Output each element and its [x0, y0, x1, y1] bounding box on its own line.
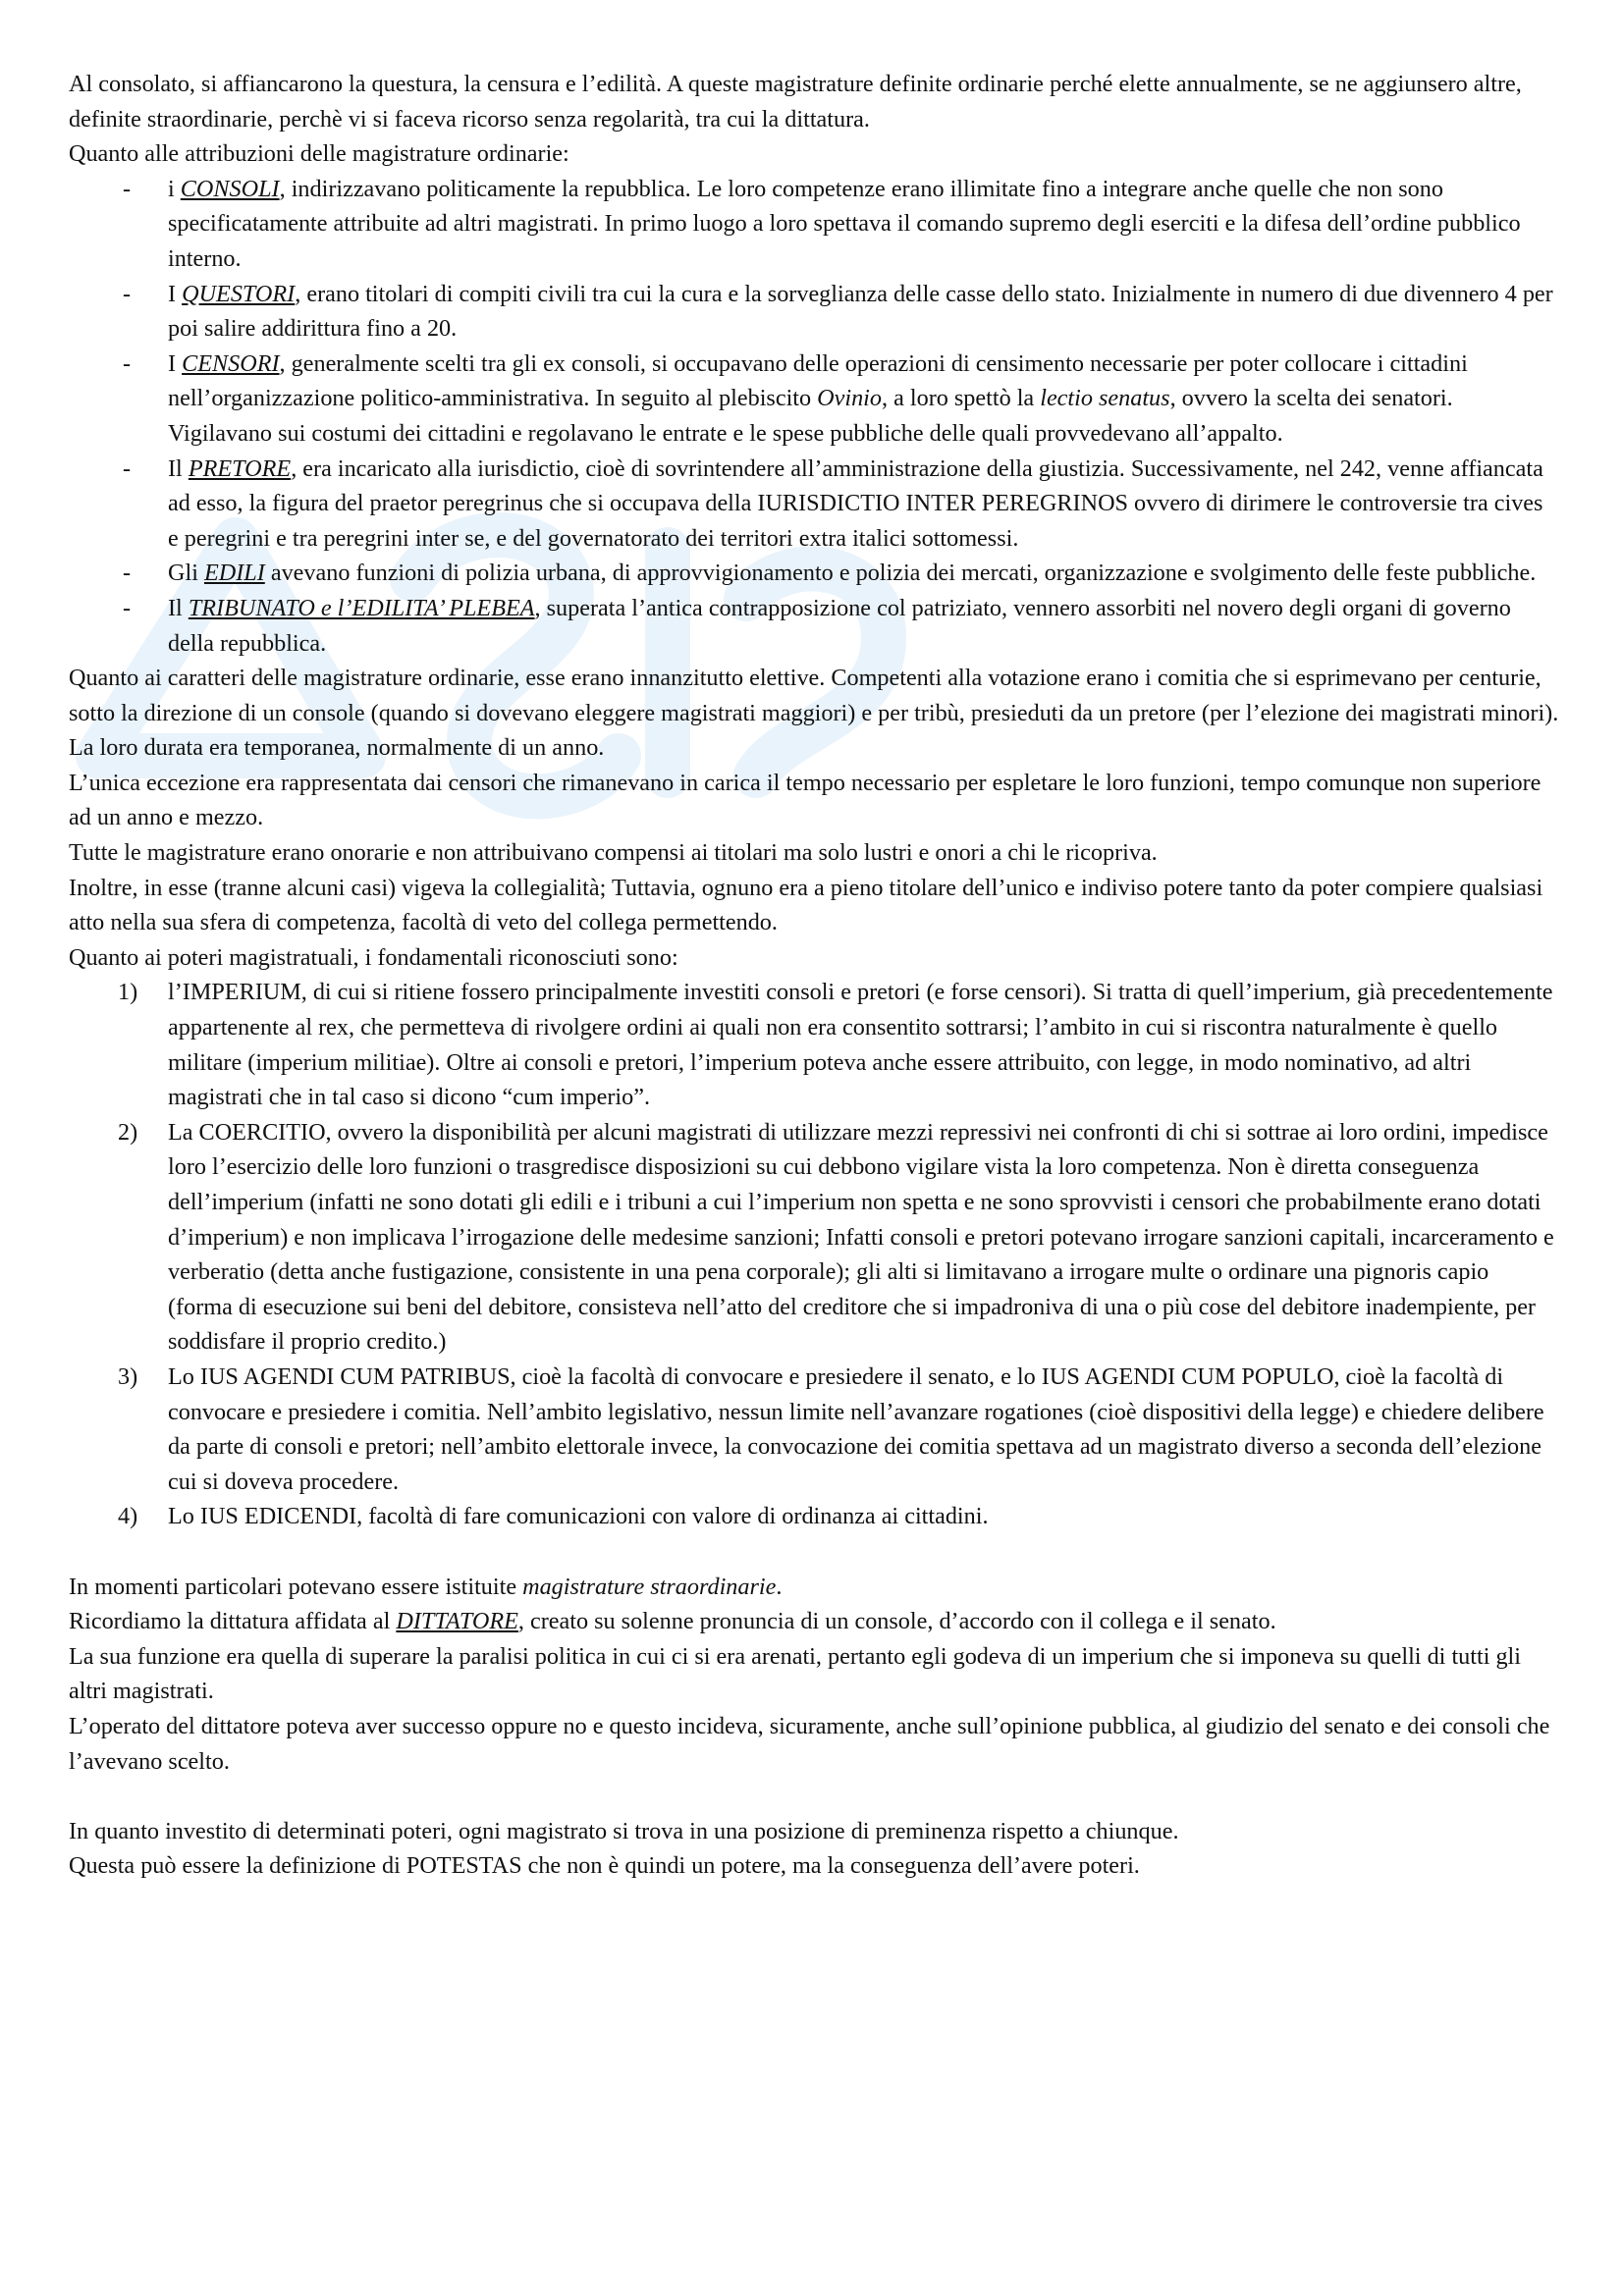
paragraph-collegialita: Inoltre, in esse (tranne alcuni casi) vigeva la collegialità; Tuttavia, ognuno era a pieno titolare dell’unico e indiviso potere tanto da poter compiere qualsiasi atto nella sua sfera di competenza, facoltà di veto del collega permettendo.	[69, 874, 1543, 936]
term-lectio-senatus: lectio senatus	[1040, 385, 1170, 412]
term-edili: EDILI	[203, 560, 265, 587]
list-item-imperium: 1) l’IMPERIUM, di cui si ritiene fossero principalmente investiti consoli e pretori (e forse censori). Si tratta di quell’imperium, già precedentemente appartenente al rex, che permetteva di rivolgere ordini ai quali non era consentito sottrarsi; l’ambito in cui si riscontra naturalmente è quello militare (imperium militiae). Oltre ai consoli e pretori, l’imperium poteva anche essere attribuito, con legge, in modo nominativo, ad altri magistrati che in tal caso si dicono “cum imperio”.	[118, 979, 1553, 1111]
list-item-censori: - I CENSORI, generalmente scelti tra gli ex consoli, si occupavano delle operazioni di censimento necessarie per poter collocare i cittadini nell’organizzazione politico-amministrativa. In seguito al plebiscito Ovinio, a loro spettò la lectio senatus, ovvero la scelta dei senatori. Vigilavano sui costumi dei cittadini e regolavano le entrate e le spese pubbliche delle quali provvedevano all’appalto.	[69, 347, 1559, 452]
term-consoli: CONSOLI	[180, 175, 280, 202]
paragraph-poteri-intro: Quanto ai poteri magistratuali, i fondamentali riconosciuti sono:	[69, 943, 678, 971]
paragraph-intro: Al consolato, si affiancarono la questura, la censura e l’edilità. A queste magistrature definite ordinarie perché elette annualmente, se ne aggiunsero altre, definite straordinarie, perchè vi si faceva ricorso senza regolarità, tra cui la dittatura.	[69, 71, 1522, 133]
magistrature-list	[69, 172, 1559, 661]
paragraph-eccezione: L’unica eccezione era rappresentata dai censori che rimanevano in carica il tempo necessario per espletare le loro funzioni, tempo comunque non superiore ad un anno e mezzo.	[69, 769, 1542, 831]
list-item-ius-agendi: 3) Lo IUS AGENDI CUM PATRIBUS, cioè la facoltà di convocare e presiedere il senato, e lo IUS AGENDI CUM POPULO, cioè la facoltà di convocare e presiedere i comitia. Nell’ambito legislativo, nessun limite nell’avanzare rogationes (cioè dispositivi della legge) e chiedere delibere da parte di consoli e pretori; nell’ambito elettorale invece, la convocazione dei comitia spettava ad un magistrato diverso a seconda dell’elezione cui si doveva procedere.	[118, 1362, 1544, 1495]
term-tribunato: TRIBUNATO e l’EDILITA’ PLEBEA	[188, 594, 535, 621]
list-item-pretore: - Il PRETORE, era incaricato alla iurisdictio, cioè di sovrintendere all’amministrazione della giustizia. Successivamente, nel 242, venne affiancata ad esso, la figura del praetor peregrinus che si occupava della IURISDICTIO INTER PEREGRINOS ovvero di dirimere le controversie tra cives e peregrini e tra peregrini inter se, e del governatorato dei territori extra italici sottomessi.	[69, 452, 1559, 557]
list-item-consoli: - i CONSOLI, indirizzavano politicamente la repubblica. Le loro competenze erano illimitate fino a integrare anche quelle che non sono specificatamente attribuite ad altri magistrati. In primo luogo a loro spettava il comando supremo degli eserciti e la difesa dell’ordine pubblico interno.	[69, 172, 1559, 277]
term-ovinio: Ovinio	[817, 385, 882, 412]
paragraph-onorarie: Tutte le magistrature erano onorarie e non attribuivano compensi ai titolari ma solo lustri e onori a chi le ricopriva.	[69, 839, 1158, 867]
list-item-edili: - Gli EDILI avevano funzioni di polizia urbana, di approvvigionamento e polizia dei mercati, organizzazione e svolgimento delle feste pubbliche.	[69, 556, 1559, 591]
term-censori: CENSORI	[182, 349, 280, 377]
list-item-coercitio: 2) La COERCITIO, ovvero la disponibilità per alcuni magistrati di utilizzare mezzi repressivi nei confronti di chi si sottrae ai loro ordini, impedisce loro l’esercizio delle loro funzioni o trasgredisce disposizioni su cui debbono vigilare vista la loro competenza. Non è diretta conseguenza dell’imperium (infatti ne sono dotati gli edili e i tribuni a cui l’imperium non spetta e ne sono sprovvisti i censori che probabilmente erano dotati d’imperium) e non implicava l’irrogazione delle medesime sanzioni; Infatti consoli e pretori potevano irrogare sanzioni capitali, incarceramento e verberatio (detta anche fustigazione, consistente in una pena corporale); gli alti si limitavano a irrogare multe o ordinare una pignoris capio (forma di esecuzione sui beni del debitore, consisteva nell’atto del creditore che si impadroniva di una o più cose del debitore inadempiente, per soddisfare il proprio credito.)	[118, 1118, 1554, 1356]
paragraph-potestas-2: Questa può essere la definizione di POTESTAS che non è quindi un potere, ma la conseguenza dell’avere poteri.	[69, 1852, 1140, 1880]
list-item-tribunato: - Il TRIBUNATO e l’EDILITA’ PLEBEA, superata l’antica contrapposizione col patriziato, vennero assorbiti nel novero degli organi di governo della repubblica.	[69, 591, 1559, 661]
poteri-list	[69, 975, 1559, 1534]
spacer	[69, 1779, 1559, 1814]
term-pretore: PRETORE	[188, 454, 292, 482]
paragraph-dittatura: Ricordiamo la dittatura affidata al DITTATORE, creato su solenne pronuncia di un console, d’accordo con il collega e il senato.	[69, 1608, 1276, 1635]
paragraph-operato: L’operato del dittatore poteva aver successo oppure no e questo incideva, sicuramente, anche sull’opinione pubblica, al giudizio del senato e dei consoli che l’avevano scelto.	[69, 1712, 1550, 1775]
term-magistrature-straordinarie: magistrature straordinarie	[522, 1573, 777, 1600]
list-item-questori: - I QUESTORI, erano titolari di compiti civili tra cui la cura e la sorveglianza delle casse dello stato. Inizialmente in numero di due divennero 4 per poi salire addirittura fino a 20.	[69, 277, 1559, 347]
paragraph-attribuzioni: Quanto alle attribuzioni delle magistrature ordinarie:	[69, 140, 569, 168]
paragraph-straordinarie: In momenti particolari potevano essere istituite magistrature straordinarie.	[69, 1573, 783, 1600]
paragraph-caratteri: Quanto ai caratteri delle magistrature ordinarie, esse erano innanzitutto elettive. Competenti alla votazione erano i comitia che si esprimevano per centurie, sotto la direzione di un console (quando si dovevano eleggere magistrati maggiori) e per tribù, presieduti da un pretore (per l’elezione dei magistrati minori).	[69, 665, 1559, 726]
term-questori: QUESTORI	[182, 280, 296, 307]
paragraph-durata: La loro durata era temporanea, normalmente di un anno.	[69, 734, 605, 762]
term-dittatore: DITTATORE	[396, 1608, 518, 1635]
spacer	[69, 1534, 1559, 1570]
document-page	[69, 67, 1559, 1884]
paragraph-funzione: La sua funzione era quella di superare la paralisi politica in cui ci si era arenati, pertanto egli godeva di un imperium che si imponeva su quelli di tutti gli altri magistrati.	[69, 1642, 1521, 1705]
paragraph-potestas-1: In quanto investito di determinati poteri, ogni magistrato si trova in una posizione di preminenza rispetto a chiunque.	[69, 1817, 1179, 1844]
list-item-ius-edicendi: 4) Lo IUS EDICENDI, facoltà di fare comunicazioni con valore di ordinanza ai cittadini.	[118, 1503, 989, 1530]
